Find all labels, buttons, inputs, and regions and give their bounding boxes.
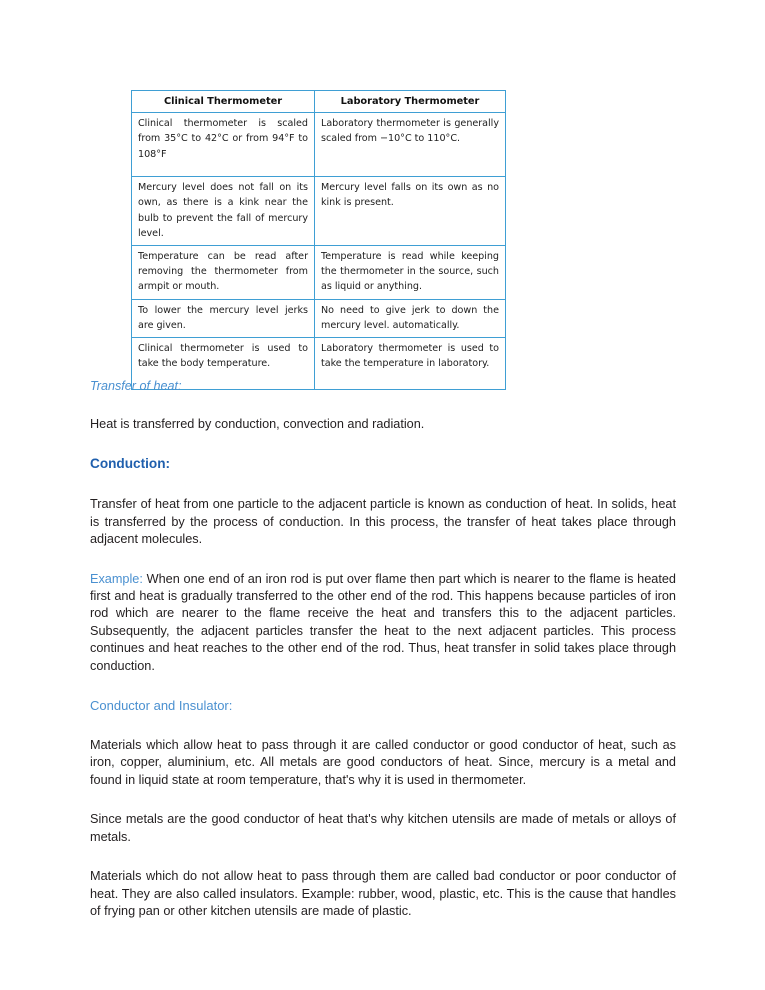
paragraph-conduction-example: [90, 571, 676, 675]
cell-clinical-scale: Clinical thermometer is scaled from 35°C to 42°C or from 94°F to 108°F: [132, 113, 315, 177]
heading-conduction: Conduction:: [90, 456, 171, 472]
example-label: Example:: [90, 571, 143, 586]
cell-laboratory-scale: Laboratory thermometer is generally scaled from −10°C to 110°C.: [315, 113, 506, 177]
paragraph-conduction: Transfer of heat from one particle to the adjacent particle is known as conduction of heat. In solids, heat is transferred by the process of conduction. In this process, the transfer of heat takes place through adjacent molecules.: [90, 497, 676, 547]
cell-clinical-mercury-kink: Mercury level does not fall on its own, as there is a kink near the bulb to prevent the fall of mercury level.: [132, 177, 315, 246]
cell-clinical-use: Clinical thermometer is used to take the body temperature.: [132, 338, 315, 390]
table-row: [132, 246, 506, 300]
table-row: [132, 299, 506, 337]
cell-clinical-jerk: To lower the mercury level jerks are given.: [132, 299, 315, 337]
cell-laboratory-use: Laboratory thermometer is used to take the temperature in laboratory.: [315, 338, 506, 390]
cell-laboratory-mercury-kink: Mercury level falls on its own as no kink is present.: [315, 177, 506, 246]
heading-transfer-of-heat: Transfer of heat:: [90, 379, 182, 393]
heading-conductor-and-insulator: Conductor and Insulator:: [90, 698, 233, 714]
table-header-row: [132, 91, 506, 113]
cell-laboratory-reading: Temperature is read while keeping the thermometer in the source, such as liquid or anything.: [315, 246, 506, 300]
paragraph-metal-utensils: Since metals are the good conductor of heat that's why kitchen utensils are made of metals or alloys of metals.: [90, 812, 676, 844]
article-body: [90, 378, 676, 942]
example-text: When one end of an iron rod is put over flame then part which is nearer to the flame is heated first and heat is gradually transferred to the other end of the rod. This happens because particles of iron rod which are nearer to the flame receive the heat and transfers this to the adjacent particles. Subsequently, the adjacent particles transfer the heat to the next adjacent particles. This process continues and heat reaches to the other end of the rod. Thus, heat transfer in solid takes place through conduction.: [90, 571, 676, 673]
paragraph-insulators: Materials which do not allow heat to pass through them are called bad conductor or poor conductor of heat. They are also called insulators. Example: rubber, wood, plastic, etc. This is the cause that handles of frying pan or other kitchen utensils are made of plastic.: [90, 869, 676, 918]
comparison-table-container: [131, 90, 505, 390]
thermometer-comparison-table: [131, 90, 506, 390]
column-header-clinical: Clinical Thermometer: [132, 91, 315, 113]
paragraph-conductors: Materials which allow heat to pass through it are called conductor or good conductor of heat, such as iron, copper, aluminium, etc. All metals are good conductors of heat. Since, mercury is a metal and found in liquid state at room temperature, that's why it is used in thermometer.: [90, 738, 676, 787]
cell-laboratory-jerk: No need to give jerk to down the mercury level. automatically.: [315, 299, 506, 337]
table-row: [132, 177, 506, 246]
table-row: [132, 113, 506, 177]
cell-clinical-reading: Temperature can be read after removing the thermometer from armpit or mouth.: [132, 246, 315, 300]
column-header-laboratory: Laboratory Thermometer: [315, 91, 506, 113]
paragraph-transfer-of-heat: Heat is transferred by conduction, convection and radiation.: [90, 417, 425, 431]
